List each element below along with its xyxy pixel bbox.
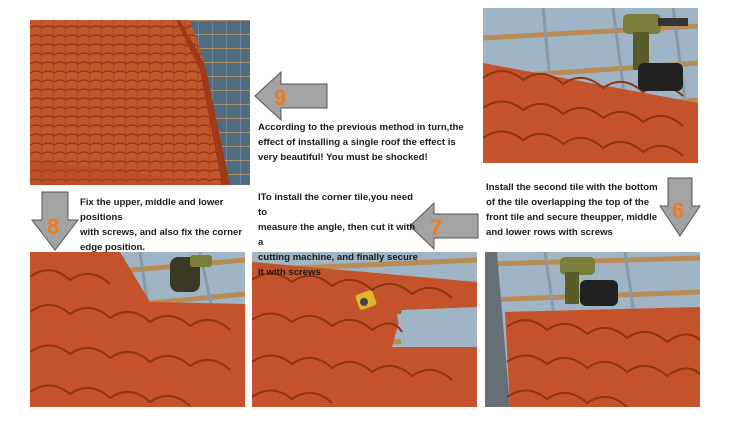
photo-step-6-top: [483, 8, 698, 163]
step-6-caption: Install the second tile with the bottom of the tile overlapping the top of the front tile and secure theupper, middle and lower rows with screws: [486, 182, 658, 238]
photo-step-8: [30, 252, 245, 407]
step-8-caption: Fix the upper, middle and lower positions with screws, and also fix the corner edge position.: [80, 197, 243, 253]
step-8-arrow: [32, 192, 78, 250]
step-6-arrow: [660, 178, 700, 236]
step-number: 6: [672, 198, 685, 223]
step-9-caption: According to the previous method in turn,the effect of installing a single roof the effect is very beautiful! You must be shocked!: [258, 122, 464, 163]
step-number: 7: [430, 215, 443, 240]
step-9-arrow: [255, 72, 327, 120]
step-number: 9: [274, 85, 287, 110]
step-7-caption: ITo install the corner tile,you need to measure the angle, then cut it with a cutting machine, and finally secure it with screws: [258, 192, 418, 278]
photo-finished-roof: [30, 20, 250, 185]
step-number: 8: [47, 214, 60, 239]
photo-step-6-bottom: [485, 252, 700, 407]
